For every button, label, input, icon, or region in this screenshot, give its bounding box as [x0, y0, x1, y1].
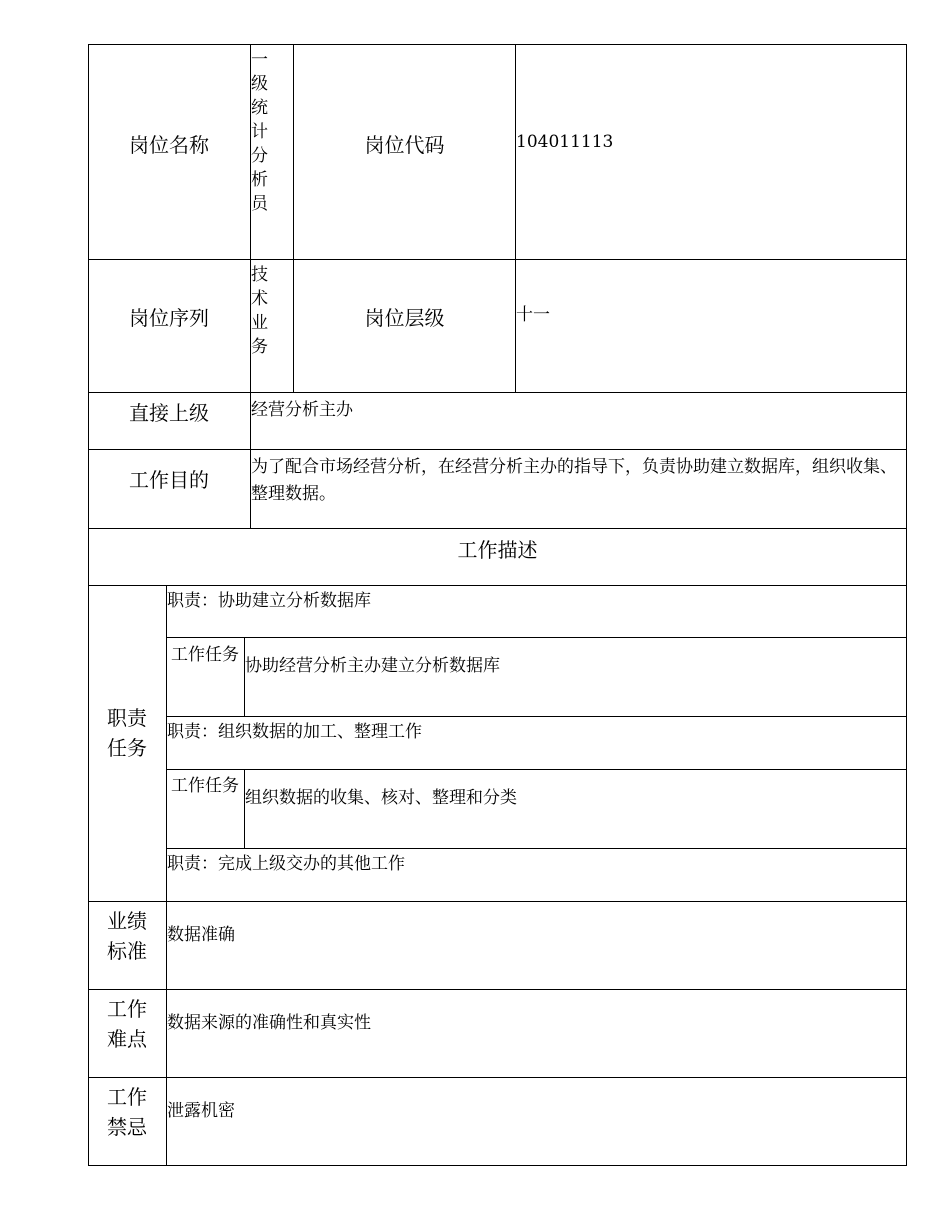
job-title-value: 一级统计分析员	[251, 50, 268, 214]
taboo-value: 泄露机密	[167, 1101, 235, 1121]
row-divider	[88, 989, 907, 990]
border-bottom	[88, 1165, 907, 1166]
row-divider	[88, 449, 907, 450]
supervisor-value: 经营分析主办	[251, 400, 353, 420]
difficulty-label: 工作难点	[107, 997, 147, 1051]
performance-label: 业绩标准	[107, 909, 147, 963]
duty-2-task-label: 工作任务	[171, 776, 239, 796]
row-divider	[166, 637, 907, 638]
performance-value: 数据准确	[167, 925, 235, 945]
purpose-value: 为了配合市场经营分析，在经营分析主办的指导下，负责协助建立数据库，组织收集、整理数据。	[251, 457, 897, 504]
duty-3: 职责：完成上级交办的其他工作	[167, 854, 405, 874]
job-description-table	[88, 44, 907, 1167]
purpose-label: 工作目的	[129, 468, 209, 492]
duty-2: 职责：组织数据的加工、整理工作	[167, 722, 422, 742]
duty-2-task: 组织数据的收集、核对、整理和分类	[245, 788, 517, 808]
col-divider	[515, 44, 516, 393]
description-header: 工作描述	[457, 538, 538, 562]
row-divider	[166, 716, 907, 717]
col-divider	[293, 44, 294, 393]
border-left	[88, 44, 89, 1166]
row-divider	[88, 901, 907, 902]
border-right	[906, 44, 907, 1166]
job-level-label: 岗位层级	[364, 306, 445, 330]
row-divider	[88, 528, 907, 529]
job-title-label: 岗位名称	[129, 133, 209, 157]
row-divider	[88, 1077, 907, 1078]
job-series-value: 技术业务	[251, 265, 268, 357]
job-code-value: 104011113	[516, 132, 614, 152]
duties-section-label: 职责任务	[107, 706, 147, 760]
row-divider	[88, 585, 907, 586]
duty-1-task: 协助经营分析主办建立分析数据库	[245, 656, 500, 676]
job-code-label: 岗位代码	[364, 133, 445, 157]
row-divider	[88, 392, 907, 393]
supervisor-label: 直接上级	[129, 401, 209, 425]
job-level-value: 十一	[516, 305, 550, 325]
row-divider	[166, 769, 907, 770]
row-divider	[166, 848, 907, 849]
duty-1: 职责：协助建立分析数据库	[167, 591, 371, 611]
duty-1-task-label: 工作任务	[171, 645, 239, 665]
row-divider	[88, 259, 907, 260]
job-series-label: 岗位序列	[129, 306, 209, 330]
difficulty-value: 数据来源的准确性和真实性	[167, 1013, 371, 1033]
border-top	[88, 44, 907, 45]
taboo-label: 工作禁忌	[107, 1085, 147, 1139]
